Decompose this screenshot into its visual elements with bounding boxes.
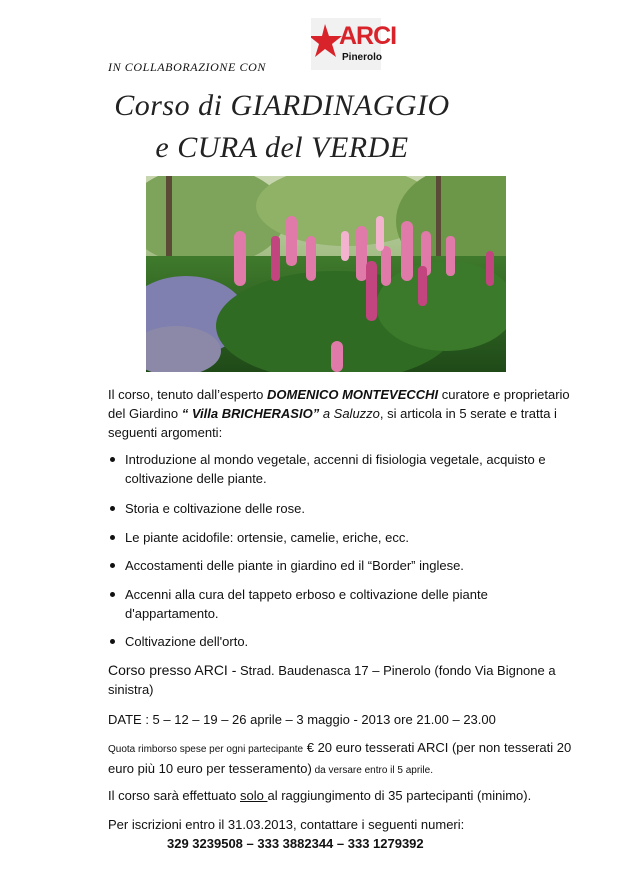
intro-text-1: Il corso, tenuto dall’esperto [108,387,267,402]
list-item: Introduzione al mondo vegetale, accenni di fisiologia vegetale, acquisto e coltivazione delle piante. [108,450,588,488]
dates-text: DATE : 5 – 12 – 19 – 26 aprile – 3 maggio - 2013 ore 21.00 – 23.00 [108,712,496,727]
list-item: Storia e coltivazione delle rose. [108,499,588,518]
phone-numbers: 329 3239508 – 333 3882344 – 333 1279392 [167,836,424,851]
fee-deadline: da versare entro il 5 aprile. [311,765,433,776]
fee-label: Quota rimborso spese per ogni partecipante [108,744,304,755]
villa-name: “ Villa BRICHERASIO” [181,406,320,421]
fee-text [108,738,588,780]
condition-after: al raggiungimento di 35 partecipanti (minimo). [267,788,532,803]
logo-main-text: ARCI [339,22,397,50]
list-item: Coltivazione dell'orto. [108,632,588,651]
bullet-icon [110,506,115,511]
garden-photo [146,176,506,372]
list-item: Accostamenti delle piante in giardino ed il “Border” inglese. [108,556,588,575]
condition-before: Il corso sarà effettuato [108,788,240,803]
arci-logo [311,18,397,70]
bullet-icon [110,639,115,644]
fee-amount: € 20 euro tesserati ARCI (per non tesserati 20 euro più 10 euro per tesseramento) [108,740,572,776]
contact-text: Per iscrizioni entro il 31.03.2013, contattare i seguenti numeri: [108,817,465,832]
list-item: Le piante acidofile: ortensie, camelie, eriche, ecc. [108,528,588,547]
place-name: a Saluzzo [319,406,380,421]
location-label: Corso presso ARCI - [108,662,237,678]
title-line-1: Corso di GIARDINAGGIO [114,89,450,122]
list-item: Accenni alla cura del tappeto erboso e coltivazione delle piante d'appartamento. [108,585,588,623]
intro-paragraph [108,385,588,442]
collaboration-label: IN COLLABORAZIONE CON [108,60,266,74]
expert-name: DOMENICO MONTEVECCHI [266,387,439,402]
logo-sub-text: Pinerolo [342,52,383,63]
bullet-icon [110,457,115,462]
bullet-icon [110,592,115,597]
bullet-icon [110,535,115,540]
intro-text-2: curatore e proprietario del Giardino [108,387,570,421]
location-text [108,661,588,699]
location-address: Strad. Baudenasca 17 – Pinerolo (fondo Via Bignone a sinistra) [108,663,556,697]
title-line-2: e CURA del VERDE [155,131,409,164]
condition-text [108,786,588,805]
bullet-icon [110,563,115,568]
intro-text-3: , si articola in 5 serate e tratta i seguenti argomenti: [108,406,557,440]
condition-underlined: solo [240,788,268,803]
